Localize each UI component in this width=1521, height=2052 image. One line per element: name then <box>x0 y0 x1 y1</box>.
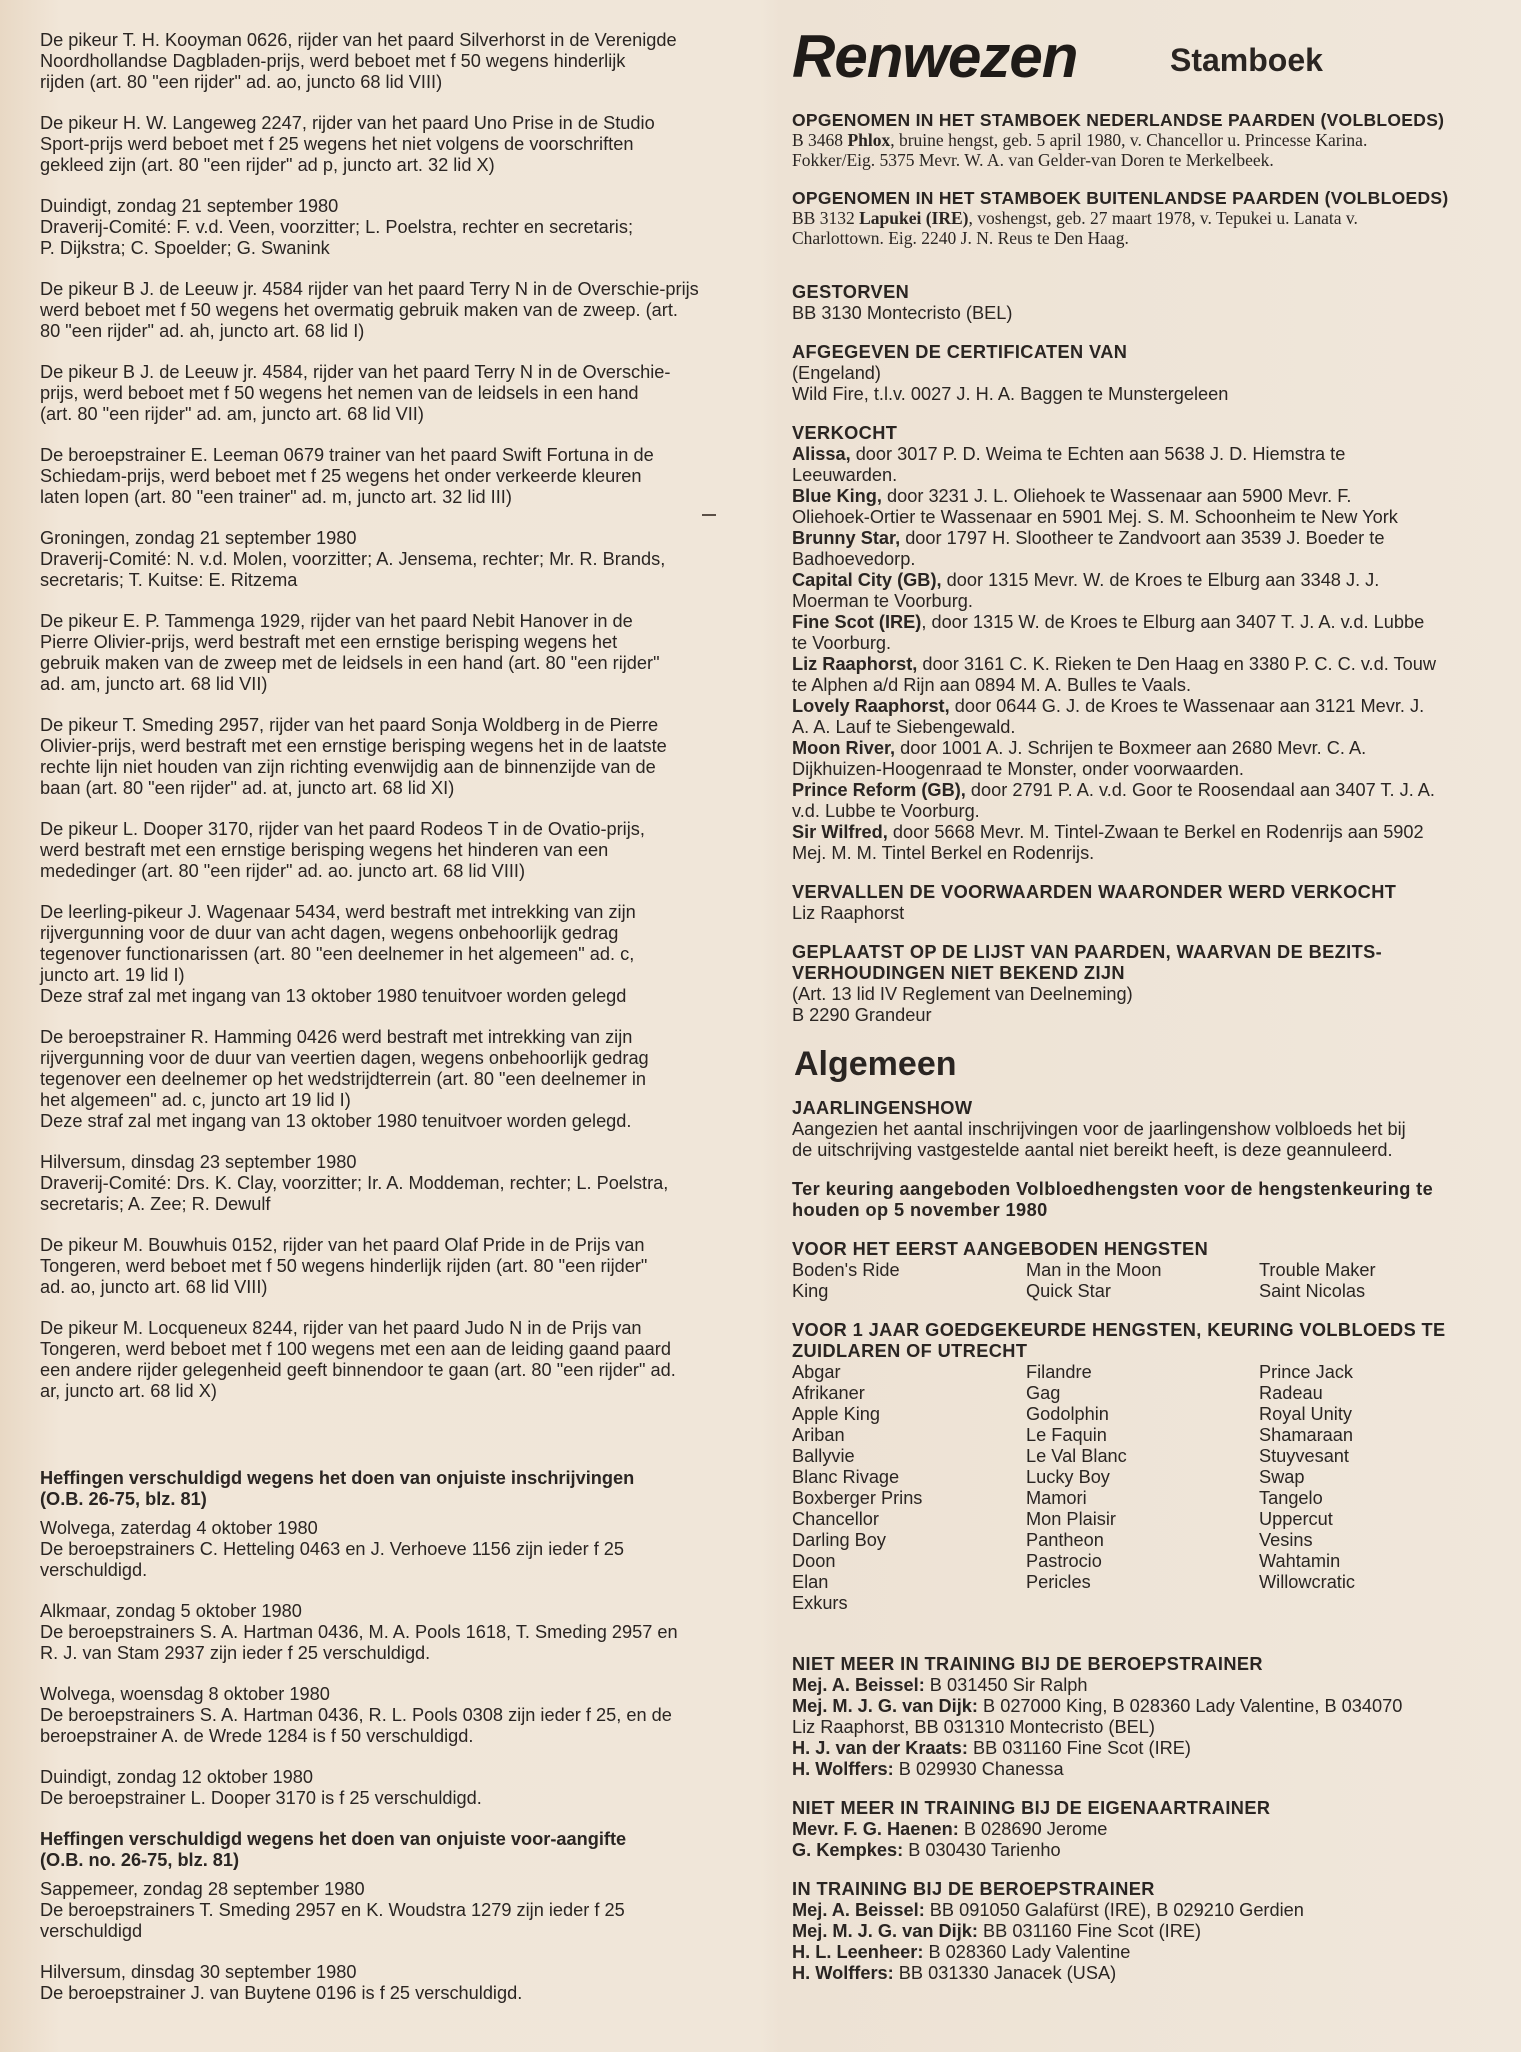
stamboek-nl <box>792 110 1500 170</box>
text-line: laten lopen (art. 80 "een trainer" ad. m, juncto art. 32 lid III) <box>40 487 512 507</box>
block-heading: VERHOUDINGEN NIET BEKEND ZIJN <box>792 963 1125 983</box>
stallion-name: Wahtamin <box>1259 1551 1341 1571</box>
block-heading: houden op 5 november 1980 <box>792 1200 1048 1220</box>
stallion-name: Mamori <box>1026 1488 1087 1508</box>
ruling-paragraph <box>40 362 742 425</box>
section-heading <box>40 1468 742 1510</box>
text-line: Sport-prijs werd beboet met f 25 wegens het niet volgens de voorschriften <box>40 134 634 154</box>
sold-line <box>792 738 1500 759</box>
stallion-grid <box>792 1260 1500 1302</box>
stallion-name: Darling Boy <box>792 1530 887 1550</box>
text-line: De beroepstrainer E. Leeman 0679 trainer van het paard Swift Fortuna in de <box>40 445 654 465</box>
text-line: (O.B. 26-75, blz. 81) <box>40 1489 207 1509</box>
right-column <box>792 23 1500 2002</box>
stallion-name: Tangelo <box>1259 1488 1323 1508</box>
text-line: Draverij-Comité: Drs. K. Clay, voorzitter; Ir. A. Moddeman, rechter; L. Poelstra, <box>40 1173 669 1193</box>
block-heading: NIET MEER IN TRAINING BIJ DE BEROEPSTRAINER <box>792 1654 1263 1674</box>
sold-text: Oliehoek-Ortier te Wassenaar en 5901 Mej. S. M. Schoonheim te New York <box>792 507 1398 527</box>
text-line: Aangezien het aantal inschrijvingen voor de jaarlingenshow volbloeds het bij <box>792 1119 1406 1139</box>
text-line: De pikeur T. Smeding 2957, rijder van het paard Sonja Woldberg in de Pierre <box>40 715 659 735</box>
block-heading: VOOR HET EERST AANGEBODEN HENGSTEN <box>792 1239 1209 1259</box>
entry-pre: B 3468 <box>792 130 848 150</box>
training-line <box>792 1840 1500 1861</box>
ruling-paragraph <box>40 279 742 342</box>
text-line: gekleed zijn (art. 80 "een rijder" ad p, juncto art. 32 lid X) <box>40 155 495 175</box>
text-line: een andere rijder gelegenheid geeft binnendoor te gaan (art. 80 "een rijder" ad. <box>40 1360 676 1380</box>
training-line <box>792 1738 1500 1759</box>
stallion-name: Godolphin <box>1026 1404 1109 1424</box>
stallion-name: Royal Unity <box>1259 1404 1352 1424</box>
text-line: De beroepstrainer J. van Buytene 0196 is f 25 verschuldigd. <box>40 1983 523 2003</box>
block-heading: AFGEGEVEN DE CERTIFICATEN VAN <box>792 342 1128 362</box>
text-line: ad. ao, juncto art. 68 lid VIII) <box>40 1277 268 1297</box>
sold-line <box>792 822 1500 843</box>
sold-text: Badhoevedorp. <box>792 549 916 569</box>
text-line: De beroepstrainer R. Hamming 0426 werd bestraft met intrekking van zijn <box>40 1027 633 1047</box>
training-line <box>792 1675 1500 1696</box>
text-line: Heffingen verschuldigd wegens het doen van onjuiste inschrijvingen <box>40 1468 635 1488</box>
stallion-name: King <box>792 1281 829 1301</box>
training-list <box>792 1675 1500 1780</box>
stallion-name: Saint Nicolas <box>1259 1281 1366 1301</box>
text-line: BB 3130 Montecristo (BEL) <box>792 303 1013 323</box>
trainer-name: Mevr. F. G. Haenen: <box>792 1819 959 1839</box>
stallion-name: Uppercut <box>1259 1509 1333 1529</box>
trainer-name: H. J. van der Kraats: <box>792 1738 968 1758</box>
stallion-name: Man in the Moon <box>1026 1260 1162 1280</box>
sold-text: , door 1315 W. de Kroes te Elburg aan 3407 T. J. A. v.d. Lubbe <box>921 612 1425 632</box>
stallion-name: Le Val Blanc <box>1026 1446 1127 1466</box>
masthead <box>792 23 1500 102</box>
ruling-paragraph <box>40 611 742 695</box>
stallion-name: Stuyvesant <box>1259 1446 1349 1466</box>
stallion-name: Apple King <box>792 1404 880 1424</box>
sold-text: door 1315 Mevr. W. de Kroes te Elburg aan 3348 J. J. <box>941 570 1380 590</box>
text-line: De beroepstrainers S. A. Hartman 0436, R. L. Pools 0308 zijn ieder f 25, en de <box>40 1705 672 1725</box>
horse-name: Moon River, <box>792 738 896 758</box>
text-line: baan (art. 80 "een rijder" ad. at, juncto art. 68 lid XI) <box>40 778 455 798</box>
text-line: rijvergunning voor de duur van acht dagen, wegens onbehoorlijk gedrag <box>40 923 619 943</box>
training-line <box>792 1759 1500 1780</box>
entry-pre: Charlottown. Eig. 2240 J. N. Reus te Den Haag. <box>792 228 1129 248</box>
text-line: 80 "een rijder" ad. ah, juncto art. 68 lid I) <box>40 321 365 341</box>
sold-text: door 3017 P. D. Weima te Echten aan 5638 J. D. Hiemstra te <box>850 444 1346 464</box>
sold-text: te Voorburg. <box>792 633 892 653</box>
text-line: Hilversum, dinsdag 30 september 1980 <box>40 1962 357 1982</box>
text-line: werd beboet met f 50 wegens het overmatig gebruik maken van de zweep. (art. <box>40 300 678 320</box>
goedgekeurde-hengsten <box>792 1320 1500 1614</box>
entry-pre: BB 3132 <box>792 208 860 228</box>
text-line: gebruik maken van de zweep met de leidsels in een hand (art. 80 "een rijder" <box>40 653 660 673</box>
trainer-name: G. Kempkes: <box>792 1840 904 1860</box>
levy-paragraph <box>40 1518 742 1581</box>
sold-text: Leeuwarden. <box>792 465 898 485</box>
block-heading: VERVALLEN DE VOORWAARDEN WAARONDER WERD VERKOCHT <box>792 882 1397 902</box>
training-text: BB 031330 Janacek (USA) <box>893 1963 1117 1983</box>
entry-post: , bruine hengst, geb. 5 april 1980, v. Chancellor u. Princesse Karina. <box>890 130 1368 150</box>
text-line: Schiedam-prijs, werd beboet met f 25 wegens het onder verkeerde kleuren <box>40 466 642 486</box>
block-heading: VERKOCHT <box>792 423 898 443</box>
text-line: (O.B. no. 26-75, blz. 81) <box>40 1850 240 1870</box>
sold-text: A. A. Lauf te Siebengewald. <box>792 717 1016 737</box>
sold-text: door 1797 H. Slootheer te Zandvoort aan 3539 J. Boeder te <box>900 528 1385 548</box>
sold-line <box>792 444 1500 465</box>
afgegeven-certificaten <box>792 342 1500 405</box>
section-subtitle: Stamboek <box>1170 42 1323 78</box>
text-line: P. Dijkstra; C. Spoelder; G. Swanink <box>40 238 330 258</box>
stallion-name: Ballyvie <box>792 1446 855 1466</box>
training-line <box>792 1963 1500 1984</box>
sold-text: Dijkhuizen-Hoogenraad te Monster, onder voorwaarden. <box>792 759 1244 779</box>
block-heading: VOOR 1 JAAR GOEDGEKEURDE HENGSTEN, KEURING VOLBLOEDS TE <box>792 1320 1446 1340</box>
text-line: mededinger (art. 80 "een rijder" ad. ao. juncto art. 68 lid VIII) <box>40 861 526 881</box>
training-line <box>792 1696 1500 1717</box>
horse-name: Lovely Raaphorst, <box>792 696 950 716</box>
text-line: secretaris; T. Kuitse: E. Ritzema <box>40 570 298 590</box>
sold-text: door 2791 P. A. v.d. Goor te Roosendaal aan 3407 T. J. A. <box>965 780 1435 800</box>
niet-meer-beroepstrainer <box>792 1654 1500 1780</box>
text-line: Duindigt, zondag 12 oktober 1980 <box>40 1767 314 1787</box>
sold-text: v.d. Lubbe te Voorburg. <box>792 801 980 821</box>
horse-name: Brunny Star, <box>792 528 901 548</box>
training-line <box>792 1900 1500 1921</box>
sold-line <box>792 591 1500 612</box>
trainer-name: H. L. Leenheer: <box>792 1942 924 1962</box>
horse-name: Alissa, <box>792 444 851 464</box>
sold-line <box>792 759 1500 780</box>
text-line: Noordhollandse Dagbladen-prijs, werd beboet met f 50 wegens hinderlijk <box>40 51 626 71</box>
text-line: De beroepstrainers S. A. Hartman 0436, M. A. Pools 1618, T. Smeding 2957 en <box>40 1622 678 1642</box>
vervallen-voorwaarden <box>792 882 1500 924</box>
text-line: het algemeen" ad. c, juncto art 19 lid I) <box>40 1090 351 1110</box>
text-line: Tongeren, werd beboet met f 50 wegens hinderlijk rijden (art. 80 "een rijder" <box>40 1256 648 1276</box>
training-text: B 028360 Lady Valentine <box>923 1942 1131 1962</box>
entry-post: , voshengst, geb. 27 maart 1978, v. Tepukei u. Lanata v. <box>968 208 1358 228</box>
text-line: De pikeur M. Locqueneux 8244, rijder van het paard Judo N in de Prijs van <box>40 1318 642 1338</box>
training-text: Liz Raaphorst, BB 031310 Montecristo (BEL) <box>792 1717 1155 1737</box>
text-line: rijvergunning voor de duur van veertien dagen, wegens onbehoorlijk gedrag <box>40 1048 649 1068</box>
training-text: BB 031160 Fine Scot (IRE) <box>977 1921 1202 1941</box>
levy-paragraph <box>40 1601 742 1664</box>
text-line: Alkmaar, zondag 5 oktober 1980 <box>40 1601 302 1621</box>
trainer-name: Mej. A. Beissel: <box>792 1675 925 1695</box>
stallion-name: Chancellor <box>792 1509 879 1529</box>
block-heading: ZUIDLAREN OF UTRECHT <box>792 1341 1028 1361</box>
entry-pre: Fokker/Eig. 5375 Mevr. W. A. van Gelder-van Doren te Merkelbeek. <box>792 150 1274 170</box>
levy-paragraph <box>40 1684 742 1747</box>
entry-line <box>792 228 1500 248</box>
ruling-paragraph <box>40 819 742 882</box>
horse-name: Fine Scot (IRE) <box>792 612 922 632</box>
training-text: B 029930 Chanessa <box>893 1759 1064 1779</box>
stallion-column <box>792 1362 1026 1614</box>
text-line: De beroepstrainers C. Hetteling 0463 en J. Verhoeve 1156 zijn ieder f 25 <box>40 1539 625 1559</box>
block-heading: GEPLAATST OP DE LIJST VAN PAARDEN, WAARVAN DE BEZITS- <box>792 942 1383 962</box>
text-line: werd bestraft met een ernstige berisping wegens het hinderen van een <box>40 840 609 860</box>
training-line <box>792 1921 1500 1942</box>
sold-line <box>792 696 1500 717</box>
stallion-name: Swap <box>1259 1467 1305 1487</box>
in-training-beroepstrainer <box>792 1879 1500 1984</box>
stallion-name: Prince Jack <box>1259 1362 1354 1382</box>
geplaatst-lijst <box>792 942 1500 1026</box>
text-line: R. J. van Stam 2937 zijn ieder f 25 verschuldigd. <box>40 1643 431 1663</box>
section-heading <box>40 1829 742 1871</box>
sold-line <box>792 633 1500 654</box>
horse-name: Sir Wilfred, <box>792 822 888 842</box>
sold-text: te Alphen a/d Rijn aan 0894 M. A. Bulles te Vaals. <box>792 675 1192 695</box>
stallion-name: Boxberger Prins <box>792 1488 923 1508</box>
block-heading: JAARLINGENSHOW <box>792 1098 973 1118</box>
text-line: Wild Fire, t.l.v. 0027 J. H. A. Baggen te Munstergeleen <box>792 384 1229 404</box>
stallion-name: Willowcratic <box>1259 1572 1355 1592</box>
text-line: Liz Raaphorst <box>792 903 905 923</box>
text-line: prijs, werd beboet met f 50 wegens het nemen van de leidsels in een hand <box>40 383 639 403</box>
trainer-name: H. Wolffers: <box>792 1759 894 1779</box>
ruling-paragraph <box>40 902 742 1007</box>
sold-line <box>792 549 1500 570</box>
text-line: Draverij-Comité: F. v.d. Veen, voorzitter; L. Poelstra, rechter en secretaris; <box>40 217 633 237</box>
text-line: De pikeur B J. de Leeuw jr. 4584, rijder van het paard Terry N in de Overschie- <box>40 362 671 382</box>
sold-text: door 5668 Mevr. M. Tintel-Zwaan te Berkel en Rodenrijs aan 5902 <box>887 822 1424 842</box>
stallion-column <box>1026 1362 1259 1614</box>
sold-text: door 3161 C. K. Rieken te Den Haag en 3380 P. C. C. v.d. Touw <box>917 654 1436 674</box>
stallion-name: Filandre <box>1026 1362 1092 1382</box>
text-line: De pikeur H. W. Langeweg 2247, rijder van het paard Uno Prise in de Studio <box>40 113 655 133</box>
sold-line <box>792 486 1500 507</box>
text-line: Deze straf zal met ingang van 13 oktober 1980 tenuitvoer worden gelegd. <box>40 1111 632 1131</box>
text-line: Pierre Olivier-prijs, werd bestraft met een ernstige berisping wegens het <box>40 632 618 652</box>
stallion-name: Boden's Ride <box>792 1260 900 1280</box>
text-line: De pikeur T. H. Kooyman 0626, rijder van het paard Silverhorst in de Verenigde <box>40 30 677 50</box>
stallion-name: Shamaraan <box>1259 1425 1354 1445</box>
sold-text: Moerman te Voorburg. <box>792 591 973 611</box>
sold-text: Mej. M. M. Tintel Berkel en Rodenrijs. <box>792 843 1095 863</box>
stallion-name: Radeau <box>1259 1383 1323 1403</box>
stamboek-buitenland <box>792 188 1500 248</box>
sold-line <box>792 465 1500 486</box>
text-line: beroepstrainer A. de Wrede 1284 is f 50 verschuldigd. <box>40 1726 474 1746</box>
text-line: Hilversum, dinsdag 23 september 1980 <box>40 1152 357 1172</box>
text-line: (Art. 13 lid IV Reglement van Deelneming) <box>792 984 1133 1004</box>
entry-line <box>792 150 1500 170</box>
trainer-name: Mej. M. J. G. van Dijk: <box>792 1921 978 1941</box>
stallion-name: Gag <box>1026 1383 1061 1403</box>
verkocht <box>792 423 1500 864</box>
block-heading: IN TRAINING BIJ DE BEROEPSTRAINER <box>792 1879 1155 1899</box>
trainer-name: Mej. M. J. G. van Dijk: <box>792 1696 978 1716</box>
niet-meer-eigenaartrainer <box>792 1798 1500 1861</box>
stallion-name: Pantheon <box>1026 1530 1104 1550</box>
stallion-grid <box>792 1362 1500 1614</box>
text-line: de uitschrijving vastgestelde aantal niet bereikt heeft, is deze geannuleerd. <box>792 1140 1393 1160</box>
training-text: B 030430 Tarienho <box>903 1840 1061 1860</box>
stallion-name: Quick Star <box>1026 1281 1111 1301</box>
sold-line <box>792 654 1500 675</box>
eerst-aangeboden <box>792 1239 1500 1302</box>
training-line <box>792 1819 1500 1840</box>
block-heading: OPGENOMEN IN HET STAMBOEK BUITENLANDSE PAARDEN (VOLBLOEDS) <box>792 188 1449 208</box>
training-list <box>792 1819 1500 1861</box>
training-list <box>792 1900 1500 1984</box>
horse-name: Blue King, <box>792 486 882 506</box>
training-line <box>792 1717 1500 1738</box>
sold-line <box>792 801 1500 822</box>
text-line: De pikeur B J. de Leeuw jr. 4584 rijder van het paard Terry N in de Overschie-prijs <box>40 279 699 299</box>
training-text: BB 091050 Galafürst (IRE), B 029210 Gerdien <box>924 1900 1304 1920</box>
ruling-paragraph <box>40 113 742 176</box>
training-line <box>792 1942 1500 1963</box>
ruling-paragraph <box>40 1318 742 1402</box>
text-line: Sappemeer, zondag 28 september 1980 <box>40 1879 365 1899</box>
text-line: ar, juncto art. 68 lid X) <box>40 1381 217 1401</box>
horse-name: Liz Raaphorst, <box>792 654 918 674</box>
text-line: Wolvega, woensdag 8 oktober 1980 <box>40 1684 330 1704</box>
text-line: ad. am, juncto art. 68 lid VII) <box>40 674 268 694</box>
sold-text: door 0644 G. J. de Kroes te Wassenaar aan 3121 Mevr. J. <box>949 696 1425 716</box>
text-line: Tongeren, werd beboet met f 100 wegens met een aan de leiding gaand paard <box>40 1339 671 1359</box>
sold-line <box>792 570 1500 591</box>
training-text: BB 031160 Fine Scot (IRE) <box>967 1738 1191 1758</box>
horse-name: Phlox <box>847 130 891 150</box>
levy-paragraph <box>40 1962 742 2004</box>
stallion-name: Afrikaner <box>792 1383 865 1403</box>
left-column <box>40 30 742 2024</box>
ruling-paragraph <box>40 1027 742 1132</box>
stallion-name: Le Faquin <box>1026 1425 1107 1445</box>
keuring-heading <box>792 1179 1500 1221</box>
text-line: rijden (art. 80 "een rijder" ad. ao, juncto 68 lid VIII) <box>40 72 443 92</box>
stallion-name: Elan <box>792 1572 829 1592</box>
text-line: De pikeur E. P. Tammenga 1929, rijder van het paard Nebit Hanover in de <box>40 611 633 631</box>
text-line: secretaris; A. Zee; R. Dewulf <box>40 1194 271 1214</box>
text-line: Duindigt, zondag 21 september 1980 <box>40 196 339 216</box>
sold-line <box>792 612 1500 633</box>
text-line: De pikeur L. Dooper 3170, rijder van het paard Rodeos T in de Ovatio-prijs, <box>40 819 645 839</box>
stallion-name: Vesins <box>1259 1530 1313 1550</box>
text-line: rechte lijn niet houden van zijn richting evenwijdig aan de binnenzijde van de <box>40 757 656 777</box>
sold-list <box>792 444 1500 864</box>
stallion-name: Doon <box>792 1551 836 1571</box>
horse-name: Lapukei (IRE) <box>859 208 969 228</box>
stallion-name: Exkurs <box>792 1593 848 1613</box>
block-heading: NIET MEER IN TRAINING BIJ DE EIGENAARTRAINER <box>792 1798 1271 1818</box>
text-line: Heffingen verschuldigd wegens het doen van onjuiste voor-aangifte <box>40 1829 627 1849</box>
stallion-name: Lucky Boy <box>1026 1467 1110 1487</box>
text-line: (art. 80 "een rijder" ad. am, juncto art. 68 lid VII) <box>40 404 424 424</box>
ruling-paragraph <box>40 30 742 93</box>
ruling-paragraph <box>40 715 742 799</box>
ruling-paragraph <box>40 1152 742 1215</box>
ruling-paragraph <box>40 196 742 259</box>
text-line: De beroepstrainer L. Dooper 3170 is f 25 verschuldigd. <box>40 1788 482 1808</box>
stallion-column <box>1259 1362 1479 1614</box>
sold-text: door 3231 J. L. Oliehoek te Wassenaar aan 5900 Mevr. F. <box>881 486 1352 506</box>
trainer-name: H. Wolffers: <box>792 1963 894 1983</box>
ruling-paragraph <box>40 445 742 508</box>
levy-paragraph <box>40 1767 742 1809</box>
sold-text: door 1001 A. J. Schrijen te Boxmeer aan 2680 Mevr. C. A. <box>895 738 1367 758</box>
section-title: Renwezen <box>792 23 1078 90</box>
stallion-name: Mon Plaisir <box>1026 1509 1116 1529</box>
sold-line <box>792 843 1500 864</box>
ruling-paragraph <box>40 528 742 591</box>
text-line: De beroepstrainers T. Smeding 2957 en K. Woudstra 1279 zijn ieder f 25 <box>40 1900 625 1920</box>
spacer <box>40 1422 742 1468</box>
text-line: De leerling-pikeur J. Wagenaar 5434, werd bestraft met intrekking van zijn <box>40 902 636 922</box>
training-text: B 031450 Sir Ralph <box>924 1675 1088 1695</box>
text-line: juncto art. 19 lid I) <box>40 965 185 985</box>
stallion-name: Trouble Maker <box>1259 1260 1376 1280</box>
block-heading: Ter keuring aangeboden Volbloedhengsten voor de hengstenkeuring te <box>792 1179 1434 1199</box>
ruling-paragraph <box>40 1235 742 1298</box>
block-heading: GESTORVEN <box>792 282 910 302</box>
text-line: verschuldigd. <box>40 1560 148 1580</box>
text-line: tegenover functionarissen (art. 80 "een deelnemer in het algemeen" ad. c, <box>40 944 635 964</box>
text-line: verschuldigd <box>40 1921 143 1941</box>
gestorven <box>792 282 1500 324</box>
text-line: Groningen, zondag 21 september 1980 <box>40 528 357 548</box>
text-line: Olivier-prijs, werd bestraft met een ernstige berisping wegens het in de laatste <box>40 736 667 756</box>
stallion-name: Pastrocio <box>1026 1551 1102 1571</box>
text-line: (Engeland) <box>792 363 881 383</box>
entry-line <box>792 130 1500 150</box>
sold-line <box>792 675 1500 696</box>
sold-line <box>792 507 1500 528</box>
stallion-name: Ariban <box>792 1425 845 1445</box>
stallion-name: Blanc Rivage <box>792 1467 900 1487</box>
horse-name: Prince Reform (GB), <box>792 780 966 800</box>
algemeen-heading: Algemeen <box>794 1045 957 1083</box>
jaarlingenshow <box>792 1098 1500 1161</box>
block-heading: OPGENOMEN IN HET STAMBOEK NEDERLANDSE PAARDEN (VOLBLOEDS) <box>792 110 1445 130</box>
training-text: B 027000 King, B 028360 Lady Valentine, B 034070 <box>977 1696 1403 1716</box>
sold-line <box>792 717 1500 738</box>
text-line: tegenover een deelnemer op het wedstrijdterrein (art. 80 "een deelnemer in <box>40 1069 646 1089</box>
text-line: Wolvega, zaterdag 4 oktober 1980 <box>40 1518 318 1538</box>
levy-paragraph <box>40 1879 742 1942</box>
stallion-name: Pericles <box>1026 1572 1091 1592</box>
entry-line <box>792 208 1500 228</box>
text-line: Deze straf zal met ingang van 13 oktober 1980 tenuitvoer worden gelegd <box>40 986 627 1006</box>
text-line: De pikeur M. Bouwhuis 0152, rijder van het paard Olaf Pride in de Prijs van <box>40 1235 645 1255</box>
text-line: Draverij-Comité: N. v.d. Molen, voorzitter; A. Jensema, rechter; Mr. R. Brands, <box>40 549 666 569</box>
training-text: B 028690 Jerome <box>958 1819 1108 1839</box>
horse-name: Capital City (GB), <box>792 570 942 590</box>
stallion-name: Abgar <box>792 1362 841 1382</box>
text-line: B 2290 Grandeur <box>792 1005 932 1025</box>
sold-line <box>792 780 1500 801</box>
trainer-name: Mej. A. Beissel: <box>792 1900 925 1920</box>
sold-line <box>792 528 1500 549</box>
